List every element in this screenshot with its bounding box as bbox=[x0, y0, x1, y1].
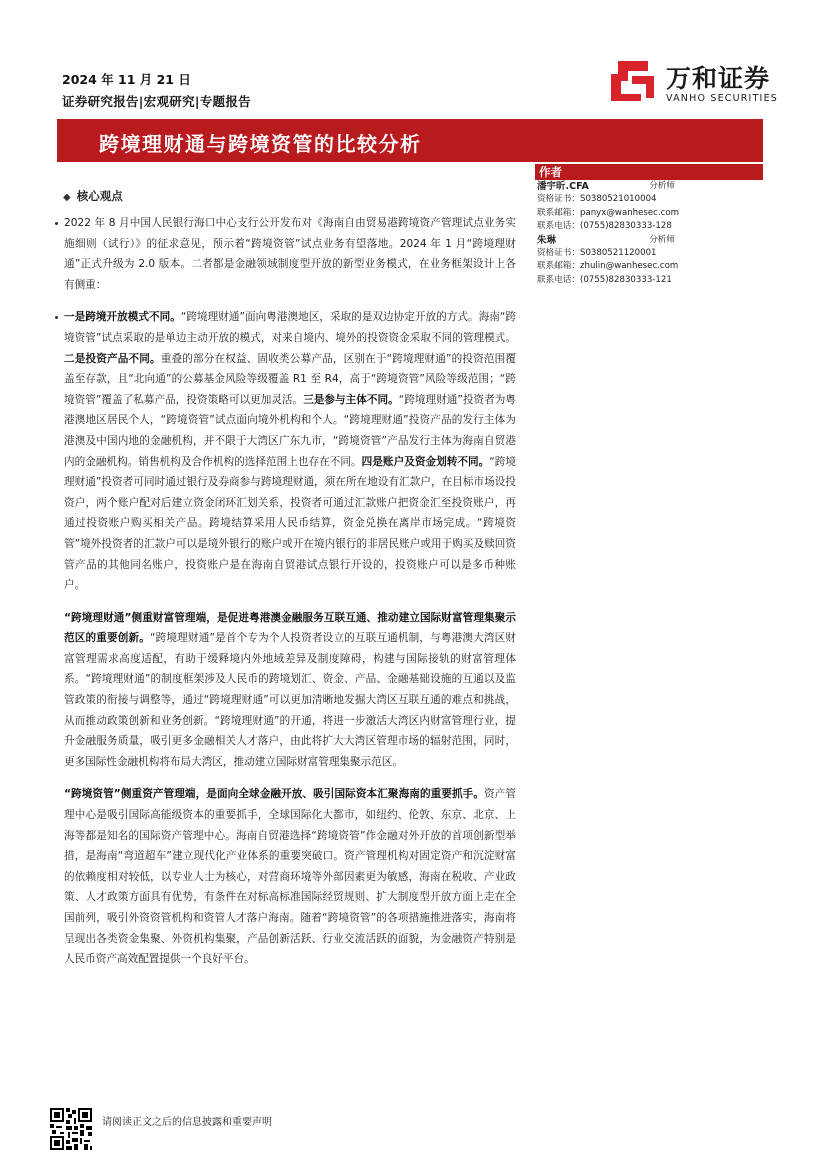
author-role: 分析师 bbox=[649, 181, 675, 191]
cert-label: 资格证书： bbox=[537, 248, 580, 259]
logo-name-cn: 万和证券 bbox=[666, 64, 771, 93]
author-email[interactable]: panyx@wanhesec.com bbox=[579, 207, 679, 218]
asset-management-text: 资产管理中心是吸引国际高能级资本的重要抓手，全球国际化大都市，如纽约、伦敦、东京、北京、上海等都是知名的国际资产管理中心。海南自贸港选择“跨境资管”作金融对外开放的首项创新型举措，是海南“弯道超车”建立现代化产业体系的重要突破口。资产管理机构对固定资产和沉淀财富的依赖度相对较低，以专业人士为核心，对营商环境等外部因素更为敏感，海南在税收、产业政策、人才政策方面具有优势，有条件在对标高标准国际经贸规则、扩大制度型开放方面上走在全国前列，吸引外资资管机构和资管人才落户海南。随着“跨境资管”的各项措施推进落实，海南将呈现出各类资金集聚、外资机构集聚，产品创新活跃、行业交流活跃的面貌，为金融资产特别是人民币资产高效配置提供一个良好平台。 bbox=[64, 788, 517, 966]
report-date: 2024 年 11 月 21 日 bbox=[62, 72, 191, 87]
wealth-management-paragraph bbox=[64, 608, 516, 773]
wealth-management-title: “跨境理财通”侧重财富管理端，是促进粤港澳金融服务互联互通、推动建立国际财富管理集聚示范区的重要创新。 bbox=[64, 611, 516, 645]
diamond-bullet-icon: ◆ bbox=[63, 192, 71, 203]
phone-label: 联系电话： bbox=[537, 274, 580, 285]
point-2-title: 二是投资产品不同。 bbox=[64, 352, 161, 365]
point-4-title: 四是账户及资金划转不同。 bbox=[361, 455, 490, 468]
cert-number: S0380521120001 bbox=[579, 248, 657, 259]
author-name: 潘宇昕.CFA bbox=[537, 181, 589, 192]
footer-disclaimer: 请阅读正文之后的信息披露和重要声明 bbox=[102, 1117, 272, 1128]
company-logo bbox=[608, 58, 788, 110]
point-4-text: “跨境理财通”投资者可同时通过银行及券商参与跨境理财通，须在所在地设有汇款户，在目标市场设投资户，两个账户配对后建立资金闭环汇划关系，投资者可通过汇款账户把资金汇至投资账户，再通过投资账户购买相关产品。跨境结算采用人民币结算，资金兑换在离岸市场完成。“跨境资管”境外投资者的汇款户可以是境外银行的账户或开在境内银行的非居民账户或用于购买及赎回资管产品的其他同名账户，投资账户是在海南自贸港试点银行开设的，投资账户可以是多币种账户。 bbox=[64, 455, 517, 592]
main-body bbox=[64, 213, 516, 970]
point-2-text: 重叠的部分在权益、固收类公募产品，区别在于“跨境理财通”的投资范围覆盖至存款，且“北向通”的公募基金风险等级覆盖 R1 至 R4，高于“跨境资管”风险等级范围；“跨境资管”覆盖了私募产品，投资策略可以更加灵活。 bbox=[64, 352, 516, 406]
author-sidebar bbox=[535, 164, 763, 287]
report-title: 跨境理财通与跨境资管的比较分析 bbox=[99, 132, 422, 156]
author-block-1 bbox=[535, 180, 763, 234]
intro-paragraph: 2022 年 8 月中国人民银行海口中心支行公开发布对《海南自由贸易港跨境资产管理试点业务实施细则（试行）》的征求意见，预示着“跨境资管”试点业务有望落地。2024 年 1 月“跨境理财通”正式升级为 2.0 版本。二者都是金融领域制度型开放的新型业务模式，在业务框架设计上各有侧重： bbox=[64, 213, 516, 295]
author-email[interactable]: zhulin@wanhesec.com bbox=[579, 261, 679, 272]
point-1-text: “跨境理财通”面向粤港澳地区，采取的是双边协定开放的方式。海南“跨境资管”试点采取的是单边主动开放的模式，对来自境内、境外的投资资金采取不同的管理模式。 bbox=[64, 311, 517, 344]
cert-number: S0380521010004 bbox=[579, 194, 657, 205]
core-heading bbox=[63, 188, 123, 204]
point-3-text: “跨境理财通”投资者为粤港澳地区居民个人，“跨境资管”试点面向境外机构和个人。“跨境理财通”投资产品的发行主体为港澳及中国内地的金融机构，并不限于大湾区广东九市，“跨境资管”产品发行主体为海南自贸港内的金融机构。销售机构及合作机构的选择范围上也存在不同。 bbox=[64, 393, 516, 468]
differences-paragraph bbox=[64, 307, 516, 595]
email-label: 联系邮箱： bbox=[537, 261, 580, 272]
cert-label: 资格证书： bbox=[537, 194, 580, 205]
author-phone: (0755)82830333-121 bbox=[579, 274, 672, 285]
core-heading-label: 核心观点 bbox=[76, 189, 123, 203]
point-3-title: 三是参与主体不同。 bbox=[303, 393, 399, 406]
title-band bbox=[57, 119, 763, 162]
author-name: 朱琳 bbox=[537, 234, 557, 246]
asset-management-paragraph bbox=[64, 784, 516, 969]
wealth-management-text: “跨境理财通”是首个专为个人投资者设立的互联互通机制，与粤港澳大湾区财富管理需求高度适配，有助于缓释境内外地域差异及制度障碍，构建与国际接轨的财富管理体系。“跨境理财通”的制度框架涉及人民币的跨境划汇、资金、产品、金融基础设施的互通以及监管政策的衔接与调整等，通过“跨境理财通”可以更加清晰地发掘大湾区互联互通的难点和挑战，从而推动政策创新和业务创新。“跨境理财通”的开通，将进一步激活大湾区内财富管理行业，提升金融服务质量，吸引更多金融相关人才落户，由此将扩大大湾区管理市场的辐射范围，同时，更多国际性金融机构将布局大湾区，推动建立国际财富管理集聚示范区。 bbox=[64, 632, 516, 768]
email-label: 联系邮箱： bbox=[537, 207, 580, 218]
author-role: 分析师 bbox=[649, 234, 675, 245]
author-block-2 bbox=[535, 234, 763, 288]
logo-name-en: VANHO SECURITIES bbox=[666, 93, 778, 104]
report-type: 证券研究报告|宏观研究|专题报告 bbox=[62, 94, 251, 109]
qr-code-icon bbox=[50, 1108, 92, 1150]
phone-label: 联系电话： bbox=[537, 221, 580, 232]
vanho-logo-icon bbox=[608, 58, 658, 104]
author-phone: (0755)82830333-128 bbox=[579, 221, 672, 232]
asset-management-title: “跨境资管”侧重资产管理端，是面向全球金融开放、吸引国际资本汇聚海南的重要抓手。 bbox=[64, 788, 485, 801]
author-heading: 作者 bbox=[535, 164, 763, 180]
point-1-title: 一是跨境开放模式不同。 bbox=[64, 311, 181, 324]
